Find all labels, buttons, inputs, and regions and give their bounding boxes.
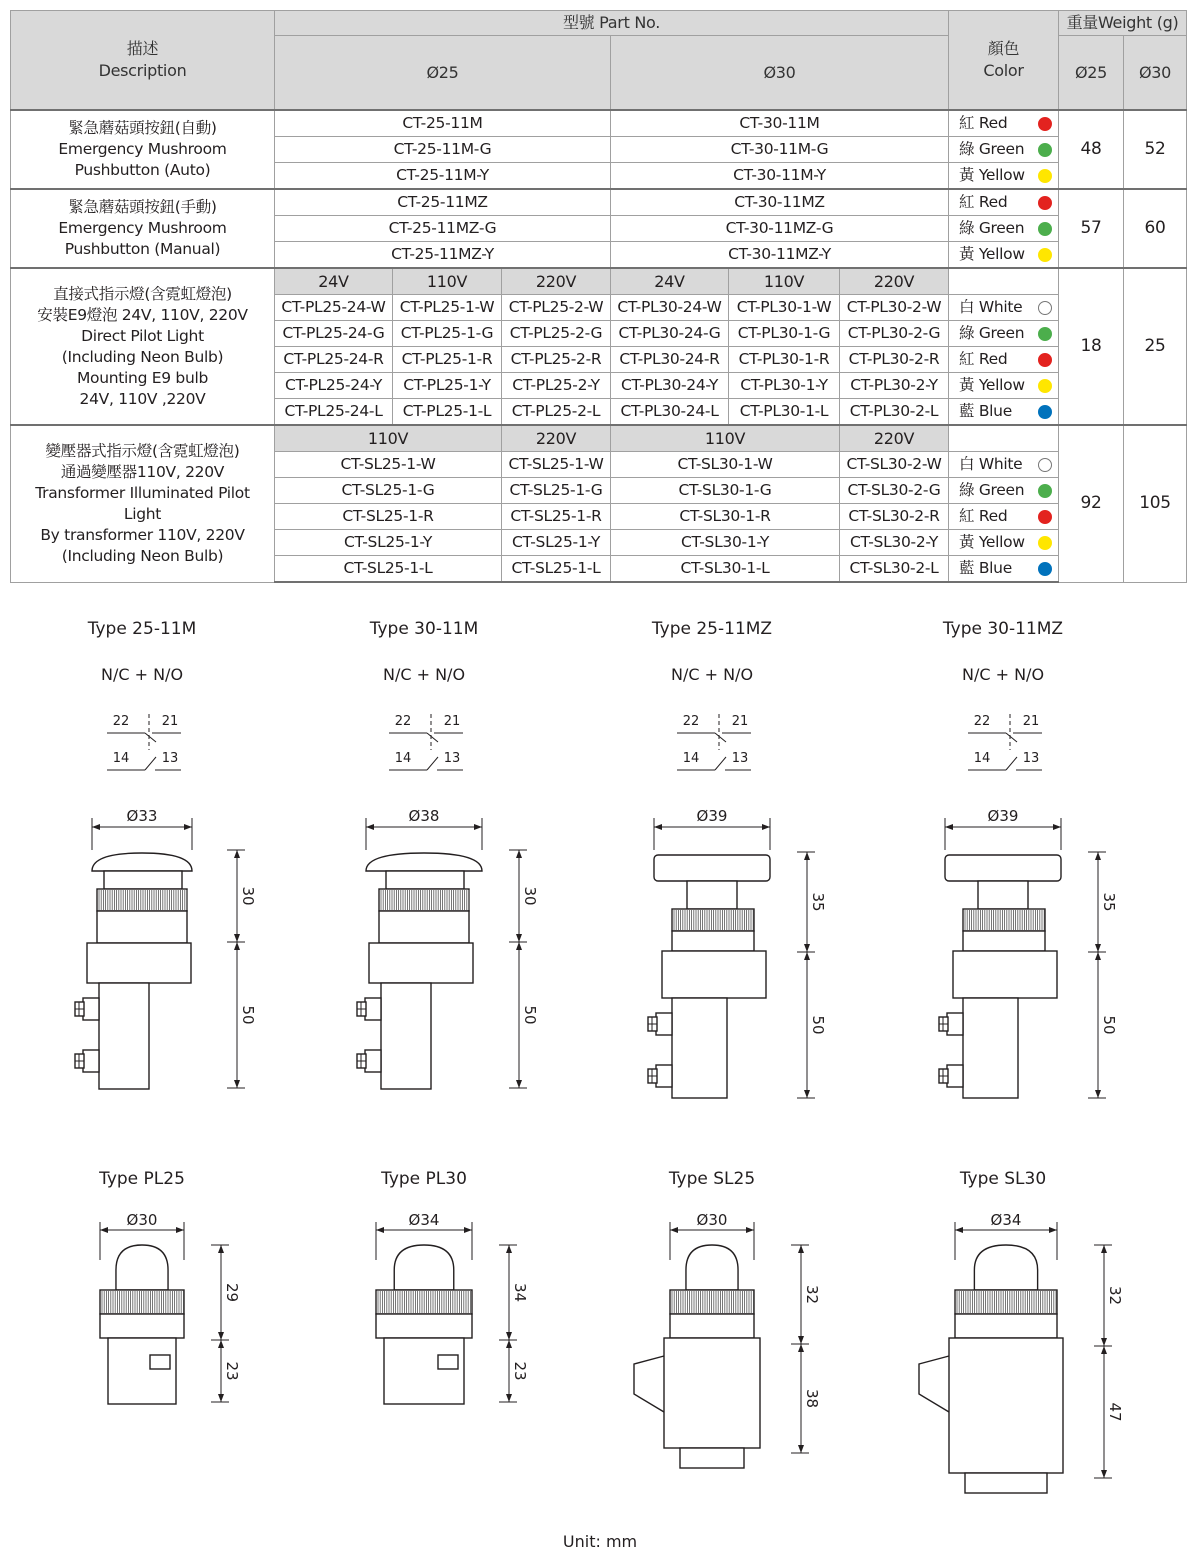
stem bbox=[978, 881, 1028, 909]
color-label: 黃 Yellow bbox=[959, 166, 1025, 184]
part-number: CT-PL30-1-R bbox=[729, 347, 840, 373]
mount-tab bbox=[919, 1356, 949, 1412]
terminal-label: 14 bbox=[973, 751, 991, 766]
part-number: CT-SL25-1-G bbox=[275, 478, 502, 504]
collar bbox=[670, 1314, 754, 1338]
terminal-label: 13 bbox=[731, 751, 749, 766]
diameter-label: Ø30 bbox=[126, 1211, 158, 1229]
header-d30: Ø30 bbox=[611, 36, 949, 111]
bulb-base bbox=[384, 1338, 464, 1404]
part-number: CT-PL25-24-R bbox=[275, 347, 393, 373]
arrow-icon bbox=[184, 824, 192, 830]
header-desc-en: Description bbox=[98, 61, 187, 80]
part-number: CT-SL25-1-Y bbox=[502, 530, 611, 556]
type-title: Type PL30 bbox=[381, 1169, 467, 1189]
terminal bbox=[365, 1050, 381, 1072]
arrow-icon bbox=[506, 1332, 512, 1340]
terminal bbox=[947, 1065, 963, 1087]
arrow-icon bbox=[506, 1394, 512, 1402]
desc-line: 24V, 110V ,220V bbox=[79, 389, 206, 408]
arrow-icon bbox=[804, 952, 810, 960]
height-label: 50 bbox=[239, 1005, 257, 1025]
part-number: CT-PL25-1-G bbox=[393, 321, 502, 347]
contact-label: N/C + N/O bbox=[670, 665, 754, 684]
arrow-icon bbox=[670, 1227, 678, 1233]
height-label: 30 bbox=[239, 886, 257, 906]
arrow-icon bbox=[955, 1227, 963, 1233]
transformer-housing bbox=[664, 1338, 760, 1448]
part-number: CT-PL30-1-W bbox=[729, 295, 840, 321]
color-label: 黃 Yellow bbox=[959, 533, 1025, 551]
contact-line bbox=[145, 733, 156, 742]
arrow-icon bbox=[506, 1245, 512, 1253]
terminal-label: 13 bbox=[1022, 751, 1040, 766]
base bbox=[965, 1473, 1047, 1493]
contact-block bbox=[963, 998, 1018, 1098]
header-desc-zh: 描述 bbox=[126, 39, 159, 58]
part-number: CT-PL25-24-W bbox=[275, 295, 393, 321]
diameter-label: Ø34 bbox=[990, 1211, 1022, 1229]
part-number: CT-PL25-2-W bbox=[502, 295, 611, 321]
arrow-icon bbox=[1053, 824, 1061, 830]
terminal bbox=[656, 1013, 672, 1035]
arrow-icon bbox=[376, 1227, 384, 1233]
arrow-icon bbox=[798, 1344, 804, 1352]
arrow-icon bbox=[218, 1340, 224, 1348]
part-number: CT-PL30-24-G bbox=[611, 321, 729, 347]
contact-label: N/C + N/O bbox=[961, 665, 1045, 684]
header-color-en: Color bbox=[983, 61, 1024, 80]
weight-d25: 48 bbox=[1059, 110, 1124, 189]
terminal-label: 22 bbox=[112, 714, 130, 729]
diameter-label: Ø33 bbox=[126, 807, 158, 825]
contact-line bbox=[145, 757, 156, 770]
part-number: CT-30-11M bbox=[611, 110, 949, 137]
height-label: 30 bbox=[521, 886, 539, 906]
arrow-icon bbox=[1049, 1227, 1057, 1233]
color-label: 綠 Green bbox=[959, 324, 1025, 342]
mushroom-cap bbox=[945, 855, 1061, 881]
terminal-label: 22 bbox=[682, 714, 700, 729]
transformer-housing bbox=[949, 1338, 1063, 1473]
arrow-icon bbox=[100, 1227, 108, 1233]
part-number: CT-PL25-1-R bbox=[393, 347, 502, 373]
height-label: 35 bbox=[1100, 892, 1118, 912]
arrow-icon bbox=[506, 1340, 512, 1348]
terminal-label: 22 bbox=[394, 714, 412, 729]
part-number: CT-PL30-2-Y bbox=[840, 373, 949, 399]
contact-label: N/C + N/O bbox=[100, 665, 184, 684]
part-number: CT-SL30-2-L bbox=[840, 556, 949, 583]
collar bbox=[672, 931, 754, 951]
knurled-ring bbox=[963, 909, 1045, 931]
weight-d30: 105 bbox=[1124, 425, 1187, 582]
arrow-icon bbox=[1101, 1338, 1107, 1346]
desc-line: 緊急蘑菇頭按鈕(自動) bbox=[68, 119, 217, 137]
part-number: CT-30-11MZ bbox=[611, 189, 949, 216]
color-label: 綠 Green bbox=[959, 219, 1025, 237]
base bbox=[680, 1448, 744, 1468]
bulb-base bbox=[108, 1338, 176, 1404]
part-number: CT-SL25-1-W bbox=[275, 452, 502, 478]
mushroom-cap bbox=[654, 855, 770, 881]
terminal-label: 21 bbox=[1022, 714, 1040, 729]
part-number: CT-30-11M-G bbox=[611, 137, 949, 163]
part-number: CT-30-11MZ-G bbox=[611, 216, 949, 242]
terminal-label: 21 bbox=[161, 714, 179, 729]
part-number: CT-PL25-24-Y bbox=[275, 373, 393, 399]
part-number: CT-PL30-24-W bbox=[611, 295, 729, 321]
part-number: CT-25-11MZ bbox=[275, 189, 611, 216]
part-number: CT-25-11M-Y bbox=[275, 163, 611, 190]
color-label: 紅 Red bbox=[959, 114, 1008, 132]
pushbutton-drawing bbox=[75, 619, 257, 1089]
contact-label: N/C + N/O bbox=[382, 665, 466, 684]
terminal-label: 21 bbox=[443, 714, 461, 729]
terminal-label: 14 bbox=[394, 751, 412, 766]
color-label: 白 White bbox=[959, 455, 1023, 473]
contact-line bbox=[1006, 757, 1017, 770]
arrow-icon bbox=[798, 1445, 804, 1453]
arrow-icon bbox=[218, 1332, 224, 1340]
color-label: 紅 Red bbox=[959, 193, 1008, 211]
part-number: CT-PL30-24-Y bbox=[611, 373, 729, 399]
arrow-icon bbox=[218, 1394, 224, 1402]
terminal-label: 14 bbox=[682, 751, 700, 766]
color-label: 黃 Yellow bbox=[959, 245, 1025, 263]
pilot-light-drawing bbox=[98, 1169, 241, 1404]
housing bbox=[369, 943, 473, 983]
terminal bbox=[365, 998, 381, 1020]
part-number: CT-25-11M bbox=[275, 110, 611, 137]
terminal-label: 13 bbox=[161, 751, 179, 766]
color-label: 綠 Green bbox=[959, 140, 1025, 158]
stem bbox=[104, 871, 182, 889]
arrow-icon bbox=[1095, 852, 1101, 860]
arrow-icon bbox=[366, 824, 374, 830]
header-color-zh: 顏色 bbox=[987, 39, 1020, 58]
arrow-icon bbox=[945, 824, 953, 830]
arrow-icon bbox=[1101, 1245, 1107, 1253]
height-label: 50 bbox=[521, 1005, 539, 1025]
arrow-icon bbox=[474, 824, 482, 830]
part-number: CT-SL30-1-Y bbox=[611, 530, 840, 556]
part-number: CT-SL25-1-G bbox=[502, 478, 611, 504]
voltage-header: 220V bbox=[840, 425, 949, 452]
arrow-icon bbox=[234, 942, 240, 950]
part-number: CT-SL30-1-G bbox=[611, 478, 840, 504]
desc-line: 直接式指示燈(含霓虹燈泡) bbox=[53, 284, 232, 303]
weight-d30: 25 bbox=[1124, 268, 1187, 425]
height-label: 50 bbox=[1100, 1015, 1118, 1035]
color-label: 紅 Red bbox=[959, 350, 1008, 368]
voltage-header: 24V bbox=[611, 268, 729, 295]
part-number: CT-SL30-1-R bbox=[611, 504, 840, 530]
desc-line: Emergency Mushroom bbox=[58, 140, 227, 158]
desc-line: Pushbutton (Manual) bbox=[64, 240, 221, 258]
pilot-light-drawing bbox=[919, 1169, 1124, 1493]
weight-d30: 60 bbox=[1124, 189, 1187, 268]
pilot-light-drawing bbox=[376, 1169, 529, 1404]
arrow-icon bbox=[654, 824, 662, 830]
part-number: CT-30-11M-Y bbox=[611, 163, 949, 190]
part-number: CT-PL30-24-L bbox=[611, 399, 729, 426]
height-label: 35 bbox=[809, 892, 827, 912]
part-number: CT-SL25-1-W bbox=[502, 452, 611, 478]
arrow-icon bbox=[464, 1227, 472, 1233]
collar bbox=[963, 931, 1045, 951]
desc-line: (Including Neon Bulb) bbox=[61, 546, 224, 565]
collar bbox=[376, 1314, 472, 1338]
color-label: 藍 Blue bbox=[959, 402, 1012, 420]
part-number: CT-PL25-24-L bbox=[275, 399, 393, 426]
arrow-icon bbox=[516, 1080, 522, 1088]
arrow-icon bbox=[804, 852, 810, 860]
part-number: CT-PL25-24-G bbox=[275, 321, 393, 347]
terminal bbox=[83, 998, 99, 1020]
pushbutton-drawing bbox=[648, 619, 827, 1098]
height-label: 23 bbox=[223, 1361, 241, 1381]
height-label: 50 bbox=[809, 1015, 827, 1035]
part-number: CT-PL30-2-R bbox=[840, 347, 949, 373]
diameter-label: Ø38 bbox=[408, 807, 440, 825]
type-title: Type SL30 bbox=[959, 1169, 1047, 1189]
desc-line: Direct Pilot Light bbox=[81, 326, 204, 345]
part-number: CT-25-11M-G bbox=[275, 137, 611, 163]
part-number: CT-PL30-1-Y bbox=[729, 373, 840, 399]
part-number: CT-PL30-2-L bbox=[840, 399, 949, 426]
pushbutton-drawing bbox=[357, 619, 539, 1089]
height-label: 32 bbox=[1106, 1285, 1124, 1306]
terminal-label: 22 bbox=[973, 714, 991, 729]
diameter-label: Ø30 bbox=[696, 1211, 728, 1229]
contact-line bbox=[1006, 733, 1017, 742]
arrow-icon bbox=[746, 1227, 754, 1233]
weight-d25: 57 bbox=[1059, 189, 1124, 268]
type-title: Type 25-11M bbox=[87, 619, 197, 639]
height-label: 29 bbox=[223, 1282, 241, 1303]
contact-line bbox=[427, 757, 438, 770]
arrow-icon bbox=[516, 850, 522, 858]
terminal-label: 21 bbox=[731, 714, 749, 729]
arrow-icon bbox=[1095, 952, 1101, 960]
arrow-icon bbox=[234, 1080, 240, 1088]
color-label: 藍 Blue bbox=[959, 559, 1012, 577]
weight-d30: 52 bbox=[1124, 110, 1187, 189]
arrow-icon bbox=[798, 1245, 804, 1253]
terminal bbox=[656, 1065, 672, 1087]
part-number: CT-SL30-2-W bbox=[840, 452, 949, 478]
header-weight: 重量Weight (g) bbox=[1059, 11, 1187, 36]
part-number: CT-PL25-2-L bbox=[502, 399, 611, 426]
lens bbox=[686, 1245, 738, 1290]
stem bbox=[687, 881, 737, 909]
collar bbox=[379, 911, 469, 943]
desc-line: 變壓器式指示燈(含霓虹燈泡) bbox=[45, 441, 240, 460]
desc-line: Transformer Illuminated Pilot Light bbox=[35, 483, 250, 523]
voltage-header: 220V bbox=[502, 425, 611, 452]
part-number: CT-SL30-2-Y bbox=[840, 530, 949, 556]
stem bbox=[386, 871, 464, 889]
part-number: CT-PL30-2-W bbox=[840, 295, 949, 321]
collar bbox=[100, 1314, 184, 1338]
desc-line: 緊急蘑菇頭按鈕(手動) bbox=[68, 198, 217, 216]
height-label: 32 bbox=[803, 1284, 821, 1305]
desc-line: 通過變壓器110V, 220V bbox=[60, 462, 225, 481]
knurled-ring bbox=[672, 909, 754, 931]
color-label: 綠 Green bbox=[959, 481, 1025, 499]
part-number: CT-PL25-1-Y bbox=[393, 373, 502, 399]
weight-d25: 18 bbox=[1059, 268, 1124, 425]
terminal bbox=[947, 1013, 963, 1035]
diameter-label: Ø34 bbox=[408, 1211, 440, 1229]
part-number: CT-PL30-24-R bbox=[611, 347, 729, 373]
mushroom-cap bbox=[366, 853, 482, 871]
lens bbox=[116, 1245, 168, 1290]
header-weight-d30: Ø30 bbox=[1124, 36, 1187, 111]
color-label: 白 White bbox=[959, 298, 1023, 316]
part-number: CT-25-11MZ-G bbox=[275, 216, 611, 242]
contact-block bbox=[381, 983, 431, 1089]
unit-note: Unit: mm bbox=[562, 1532, 638, 1551]
arrow-icon bbox=[1101, 1346, 1107, 1354]
housing bbox=[953, 951, 1057, 998]
arrow-icon bbox=[234, 934, 240, 942]
arrow-icon bbox=[92, 824, 100, 830]
arrow-icon bbox=[804, 944, 810, 952]
part-number: CT-30-11MZ-Y bbox=[611, 242, 949, 269]
mount-tab bbox=[634, 1356, 664, 1412]
part-number: CT-SL30-1-L bbox=[611, 556, 840, 583]
lens bbox=[394, 1245, 454, 1290]
desc-line: 安裝E9燈泡 24V, 110V, 220V bbox=[37, 305, 248, 324]
contact-block bbox=[99, 983, 149, 1089]
part-number: CT-SL30-1-W bbox=[611, 452, 840, 478]
height-label: 47 bbox=[1106, 1402, 1124, 1422]
lens bbox=[974, 1245, 1037, 1290]
mushroom-cap bbox=[92, 853, 192, 871]
diameter-label: Ø39 bbox=[696, 807, 728, 825]
type-title: Type 30-11MZ bbox=[942, 619, 1064, 639]
desc-line: Emergency Mushroom bbox=[58, 219, 227, 237]
part-number: CT-PL25-1-W bbox=[393, 295, 502, 321]
arrow-icon bbox=[804, 1090, 810, 1098]
terminal-label: 14 bbox=[112, 751, 130, 766]
part-number: CT-PL30-2-G bbox=[840, 321, 949, 347]
arrow-icon bbox=[516, 934, 522, 942]
collar bbox=[97, 911, 187, 943]
terminal bbox=[83, 1050, 99, 1072]
height-label: 23 bbox=[511, 1361, 529, 1381]
collar bbox=[955, 1314, 1057, 1338]
contact-line bbox=[715, 757, 726, 770]
height-label: 38 bbox=[803, 1388, 821, 1409]
desc-line: (Including Neon Bulb) bbox=[61, 347, 224, 366]
housing bbox=[87, 943, 191, 983]
arrow-icon bbox=[1095, 944, 1101, 952]
voltage-header: 24V bbox=[275, 268, 393, 295]
arrow-icon bbox=[1095, 1090, 1101, 1098]
color-label: 黃 Yellow bbox=[959, 376, 1025, 394]
desc-line: Mounting E9 bulb bbox=[76, 368, 209, 387]
part-number: CT-SL25-1-Y bbox=[275, 530, 502, 556]
part-number: CT-PL25-2-G bbox=[502, 321, 611, 347]
voltage-header: 220V bbox=[840, 268, 949, 295]
pushbutton-drawing bbox=[939, 619, 1118, 1098]
part-number: CT-SL30-2-G bbox=[840, 478, 949, 504]
voltage-header: 110V bbox=[393, 268, 502, 295]
part-number: CT-SL30-2-R bbox=[840, 504, 949, 530]
arrow-icon bbox=[218, 1245, 224, 1253]
part-number: CT-SL25-1-R bbox=[502, 504, 611, 530]
voltage-header: 110V bbox=[611, 425, 840, 452]
voltage-header: 220V bbox=[502, 268, 611, 295]
part-number: CT-PL25-1-L bbox=[393, 399, 502, 426]
header-partno: 型號 Part No. bbox=[275, 11, 949, 36]
type-title: Type PL25 bbox=[99, 1169, 185, 1189]
contact-block bbox=[672, 998, 727, 1098]
arrow-icon bbox=[516, 942, 522, 950]
part-number: CT-SL25-1-L bbox=[275, 556, 502, 583]
voltage-header: 110V bbox=[729, 268, 840, 295]
part-number: CT-PL25-2-Y bbox=[502, 373, 611, 399]
type-title: Type SL25 bbox=[668, 1169, 756, 1189]
terminal-label: 13 bbox=[443, 751, 461, 766]
type-title: Type 25-11MZ bbox=[651, 619, 773, 639]
weight-d25: 92 bbox=[1059, 425, 1124, 582]
header-d25: Ø25 bbox=[275, 36, 611, 111]
arrow-icon bbox=[798, 1336, 804, 1344]
diameter-label: Ø39 bbox=[987, 807, 1019, 825]
tab bbox=[150, 1355, 170, 1369]
arrow-icon bbox=[762, 824, 770, 830]
arrow-icon bbox=[1101, 1470, 1107, 1478]
contact-line bbox=[427, 733, 438, 742]
part-number: CT-SL25-1-L bbox=[502, 556, 611, 583]
color-label: 紅 Red bbox=[959, 507, 1008, 525]
part-number: CT-25-11MZ-Y bbox=[275, 242, 611, 269]
part-number: CT-PL30-1-L bbox=[729, 399, 840, 426]
header-weight-d25: Ø25 bbox=[1059, 36, 1124, 111]
housing bbox=[662, 951, 766, 998]
tab bbox=[438, 1355, 458, 1369]
pilot-light-drawing bbox=[634, 1169, 821, 1468]
voltage-header: 110V bbox=[275, 425, 502, 452]
arrow-icon bbox=[234, 850, 240, 858]
part-number: CT-SL25-1-R bbox=[275, 504, 502, 530]
part-number: CT-PL25-2-R bbox=[502, 347, 611, 373]
type-title: Type 30-11M bbox=[369, 619, 479, 639]
part-number: CT-PL30-1-G bbox=[729, 321, 840, 347]
height-label: 34 bbox=[511, 1282, 529, 1303]
desc-line: Pushbutton (Auto) bbox=[74, 161, 211, 179]
contact-line bbox=[715, 733, 726, 742]
desc-line: By transformer 110V, 220V bbox=[40, 525, 245, 544]
arrow-icon bbox=[176, 1227, 184, 1233]
